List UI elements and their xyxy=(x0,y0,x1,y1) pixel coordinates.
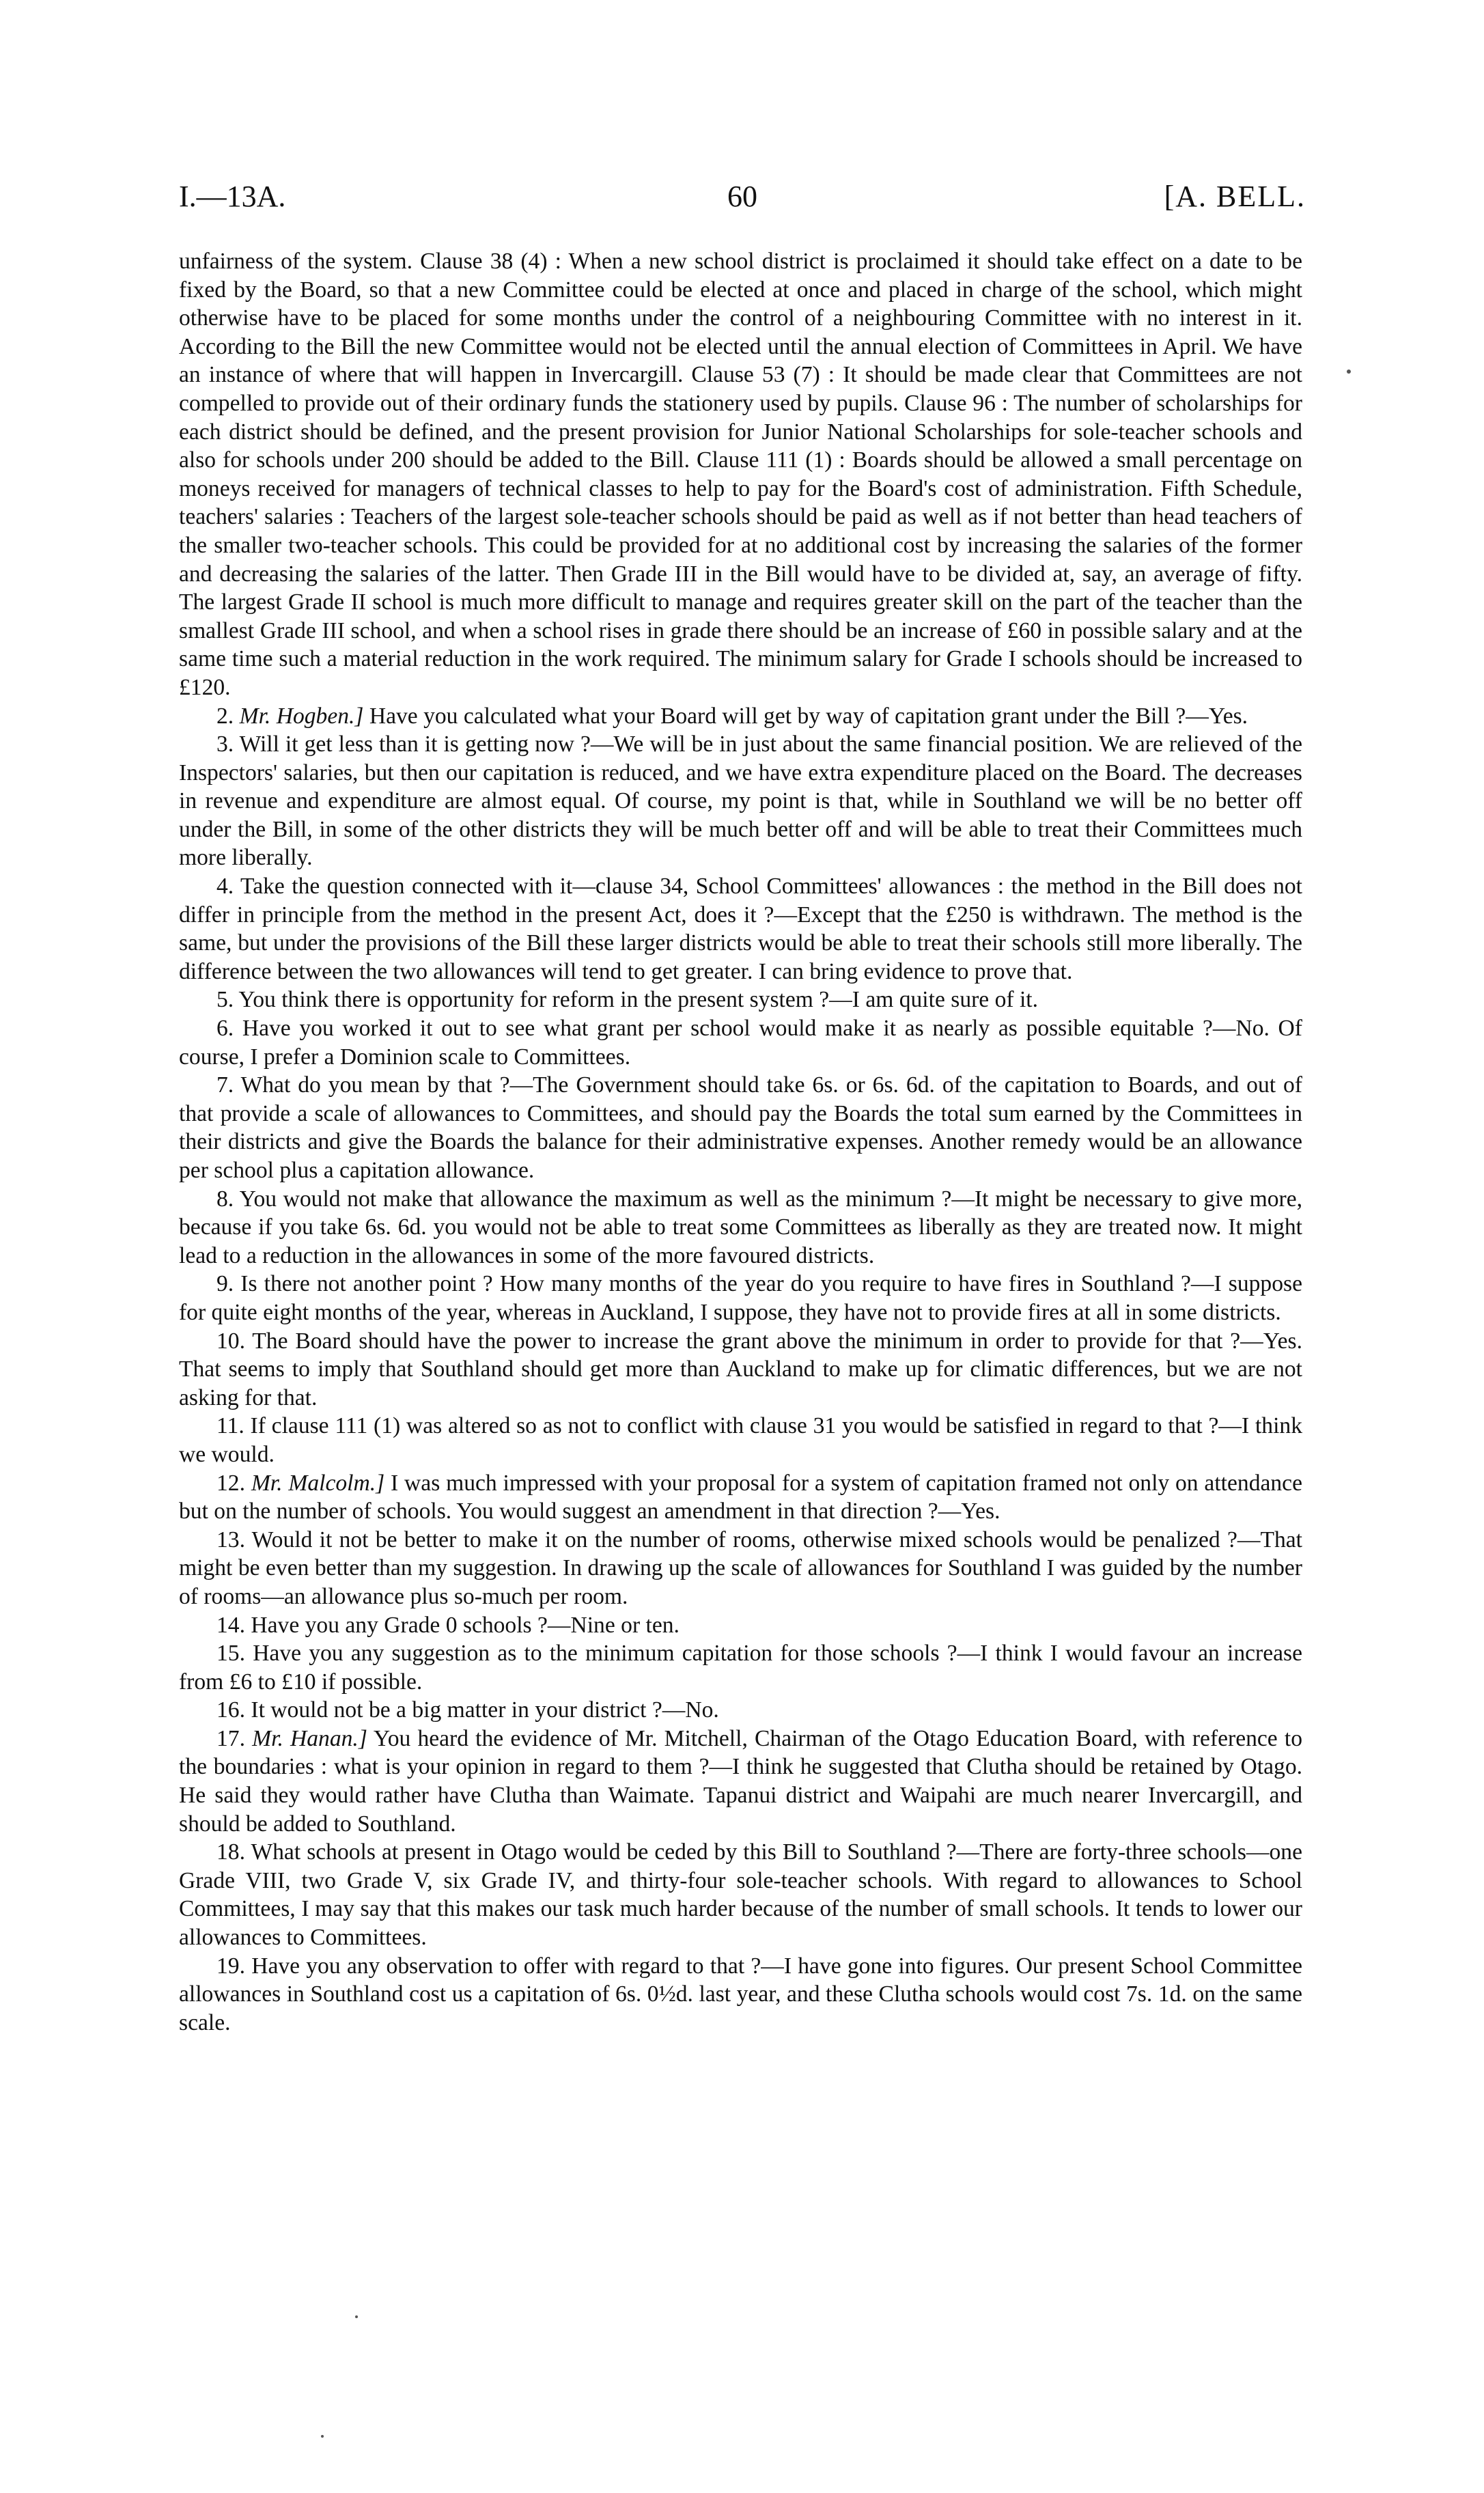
page-header xyxy=(179,179,1306,227)
question-number: 17. xyxy=(216,1725,245,1751)
question-paragraph xyxy=(179,1412,1302,1468)
speaker-name: Mr. Hanan.] xyxy=(252,1725,367,1751)
question-number: 11. xyxy=(216,1413,244,1439)
question-paragraph xyxy=(179,1327,1302,1412)
question-paragraph xyxy=(179,1838,1302,1951)
question-text: What schools at present in Otago would be ceded by this Bill to Southland ?—There are forty-three schools—one Grade VIII, two Grade V, six Grade IV, and thirty-four sole-teacher schools. With regard to allowances to School Committees, I may say that this makes our task much harder because of the number of small schools. It tends to lower our allowances to Committees. xyxy=(179,1839,1302,1951)
question-text: You think there is opportunity for reform in the present system ?—I am quite sure of it. xyxy=(238,987,1039,1013)
question-text: What do you mean by that ?—The Government should take 6s. or 6s. 6d. of the capitation to Boards, and out of that provide a scale of allowances to Committees, and should pay the Boards the total sum earned by the Committees in their districts and give the Boards the balance for their administrative expenses. Another remedy would be an allowance per school plus a capitation allowance. xyxy=(179,1072,1302,1183)
question-number: 7. xyxy=(216,1072,234,1098)
question-paragraph xyxy=(179,872,1302,986)
question-paragraph xyxy=(179,1952,1302,2037)
question-text: You would not make that allowance the maximum as well as the minimum ?—It might be necessary to give more, because if you take 6s. 6d. you would not be able to treat some Committees as liberally as they are treated now. It might lead to a reduction in the allowances in some of the more favoured districts. xyxy=(179,1186,1302,1268)
scan-speck xyxy=(355,2315,358,2318)
question-paragraph xyxy=(179,1469,1302,1526)
question-paragraph xyxy=(179,1270,1302,1326)
document-reference: I.—13A. xyxy=(179,180,286,213)
question-number: 15. xyxy=(216,1641,245,1667)
question-text: Have you calculated what your Board will get by way of capitation grant under the Bill ?—Yes. xyxy=(363,703,1248,729)
question-text: Have you worked it out to see what grant per school would make it as nearly as possible equitable ?—No. Of course, I prefer a Dominion scale to Committees. xyxy=(179,1016,1302,1070)
question-number: 4. xyxy=(216,874,234,900)
question-list xyxy=(179,702,1302,2037)
question-paragraph xyxy=(179,1696,1302,1725)
question-text: You heard the evidence of Mr. Mitchell, Chairman of the Otago Education Board, with reference to the boundaries : what is your opinion in regard to them ?—I think he suggested that Clutha should be retained by Otago. He said they would rather have Clutha than Waimate. Tapanui district and Waipahi are much nearer Invercargill, and should be added to Southland. xyxy=(179,1725,1302,1837)
question-text: Have you any Grade 0 schools ?—Nine or ten. xyxy=(251,1612,680,1638)
question-number: 16. xyxy=(216,1697,245,1723)
question-paragraph xyxy=(179,986,1302,1014)
question-number: 13. xyxy=(216,1527,245,1552)
question-paragraph xyxy=(179,730,1302,872)
question-number: 12. xyxy=(216,1470,245,1496)
question-text: Would it not be better to make it on the number of rooms, otherwise mixed schools would be penalized ?—That might be even better than my suggestion. In drawing up the scale of allowances for Southland I was guided by the number of rooms—an allowance plus so-much per room. xyxy=(179,1527,1302,1609)
question-paragraph xyxy=(179,1639,1302,1696)
witness-name: [A. BELL. xyxy=(1164,180,1306,213)
question-paragraph xyxy=(179,1071,1302,1184)
intro-paragraph: unfairness of the system. Clause 38 (4) : When a new school district is proclaimed it should take effect on a date to be fixed by the Board, so that a new Committee could be elected at once and placed in charge of the school, which might otherwise have to be placed for some months under the control of a neighbouring Committee with no interest in it. According to the Bill the new Committee would not be elected until the annual election of Committees in April. We have an instance of where that will happen in Invercargill. Clause 53 (7) : It should be made clear that Committees are not compelled to provide out of their ordinary funds the stationery used by pupils. Clause 96 : The number of scholarships for each district should be defined, and the present provision for Junior National Scholarships for sole-teacher schools and also for schools under 200 should be added to the Bill. Clause 111 (1) : Boards should be allowed a small percentage on moneys received for managers of technical classes to help to pay for the Board's cost of administration. Fifth Schedule, teachers' salaries : Teachers of the largest sole-teacher schools should be paid as well as if not better than head teachers of the smaller two-teacher schools. This could be provided for at no additional cost by increasing the salaries of the former and decreasing the salaries of the latter. Then Grade III in the Bill would have to be divided at, say, an average of fifty. The largest Grade II school is much more difficult to manage and requires greater skill on the part of the teacher than the smallest Grade III school, and when a school rises in grade there should be an increase of £60 in possible salary and at the same time such a material reduction in the work required. The minimum salary for Grade I schools should be increased to £120. xyxy=(179,249,1302,700)
question-text: Have you any observation to offer with regard to that ?—I have gone into figures. Our present School Committee allowances in Southland cost us a capitation of 6s. 0½d. last year, and these Clutha schools would cost 7s. 1d. on the same scale. xyxy=(179,1953,1302,2035)
question-text: Have you any suggestion as to the minimum capitation for those schools ?—I think I would favour an increase from £6 to £10 if possible. xyxy=(179,1641,1302,1695)
question-number: 8. xyxy=(216,1186,234,1212)
question-paragraph xyxy=(179,1526,1302,1611)
scan-speck xyxy=(321,2435,324,2438)
question-text: I was much impressed with your proposal for a system of capitation framed not only on attendance but on the number of schools. You would suggest an amendment in that direction ?—Yes. xyxy=(179,1470,1302,1524)
speaker-name: Mr. Malcolm.] xyxy=(251,1470,385,1496)
question-paragraph xyxy=(179,1725,1302,1838)
question-number: 5. xyxy=(216,987,234,1013)
scan-speck xyxy=(1347,370,1351,374)
question-paragraph xyxy=(179,702,1302,731)
question-text: The Board should have the power to increase the grant above the minimum in order to provide for that ?—Yes. That seems to imply that Southland should get more than Auckland to make up for climatic differences, but we are not asking for that. xyxy=(179,1328,1302,1410)
page-body xyxy=(179,247,1302,2037)
question-number: 9. xyxy=(216,1271,234,1297)
question-number: 3. xyxy=(216,732,234,757)
question-paragraph xyxy=(179,1014,1302,1071)
question-text: Is there not another point ? How many months of the year do you require to have fires in Southland ?—I suppose for quite eight months of the year, whereas in Auckland, I suppose, they have not to provide fires at all in some districts. xyxy=(179,1271,1302,1325)
question-number: 18. xyxy=(216,1839,245,1865)
question-number: 19. xyxy=(216,1953,245,1979)
question-number: 2. xyxy=(216,703,234,729)
page-number: 60 xyxy=(727,180,757,213)
question-text: If clause 111 (1) was altered so as not to conflict with clause 31 you would be satisfied in regard to that ?—I think we would. xyxy=(179,1413,1302,1467)
question-paragraph xyxy=(179,1185,1302,1270)
question-number: 10. xyxy=(216,1328,245,1354)
speaker-name: Mr. Hogben.] xyxy=(239,703,364,729)
question-text: Take the question connected with it—clause 34, School Committees' allowances : the method in the Bill does not differ in principle from the method in the present Act, does it ?—Except that the £250 is withdrawn. The method is the same, but under the provisions of the Bill these larger districts would be able to treat their schools still more liberally. The difference between the two allowances will tend to get greater. I can bring evidence to prove that. xyxy=(179,874,1303,984)
question-paragraph xyxy=(179,1611,1302,1640)
question-number: 6. xyxy=(216,1016,234,1042)
question-text: Will it get less than it is getting now ?—We will be in just about the same financial position. We are relieved of the Inspectors' salaries, but then our capitation is reduced, and we have extra expenditure placed on the Board. The decreases in revenue and expenditure are almost equal. Of course, my point is that, while in Southland we will be no better off under the Bill, in some of the other districts they will be much better off and will be able to treat their Committees much more liberally. xyxy=(179,732,1302,871)
question-text: It would not be a big matter in your district ?—No. xyxy=(251,1697,719,1723)
question-number: 14. xyxy=(216,1612,245,1638)
